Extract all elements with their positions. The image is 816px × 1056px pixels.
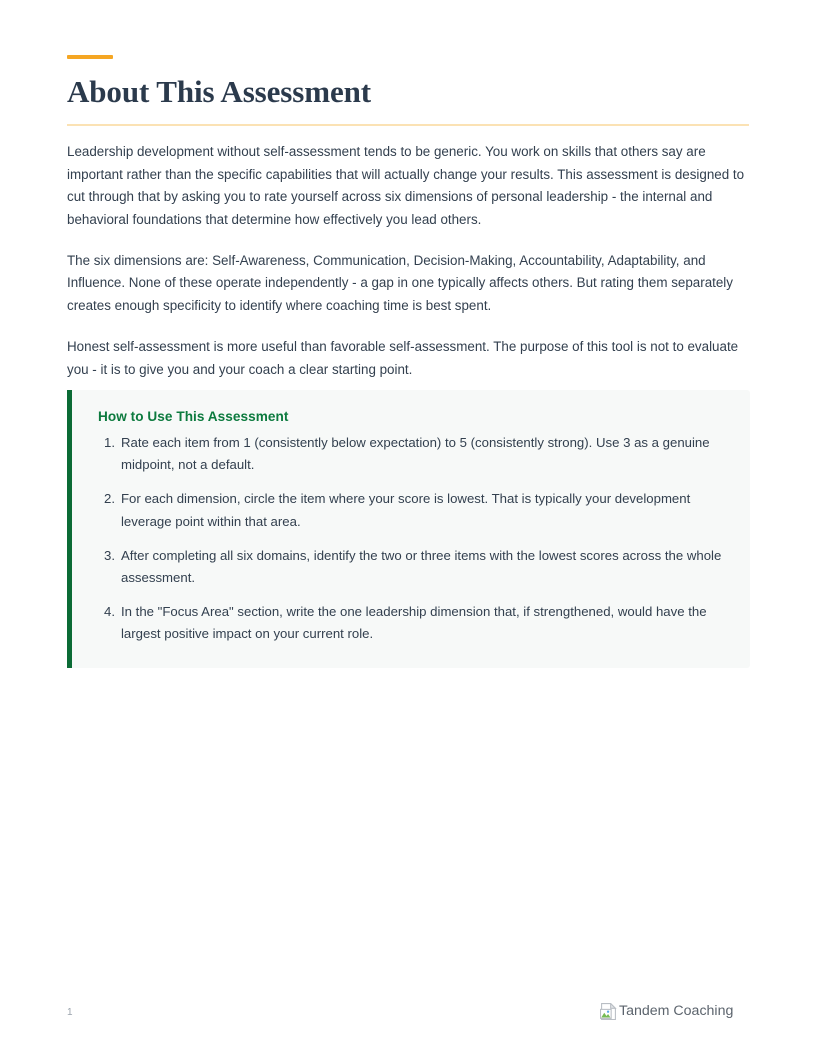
how-to-use-list: [98, 432, 726, 646]
broken-image-icon: [600, 1003, 617, 1020]
title-divider: [67, 124, 749, 126]
footer-logo: [600, 1003, 733, 1020]
page-header: [67, 55, 749, 126]
page-title: About This Assessment: [67, 74, 371, 109]
list-item: After completing all six domains, identify the two or three items with the lowest scores across the whole assessment.: [121, 547, 722, 586]
page-number: 1: [67, 1007, 73, 1018]
body-copy: [67, 141, 749, 381]
callout-title: How to Use This Assessment: [98, 409, 289, 424]
list-item: In the "Focus Area" section, write the one leadership dimension that, if strengthened, would have the largest positive impact on your current role.: [121, 603, 707, 642]
list-item: For each dimension, circle the item where your score is lowest. That is typically your development leverage point within that area.: [121, 491, 691, 529]
page-footer: [67, 1003, 749, 1029]
intro-paragraph-2: The six dimensions are: Self-Awareness, Communication, Decision-Making, Accountability, Adaptability, and Influence. None of these operate independently - a gap in one typically affects others. But rating them separately creates enough specificity to identify where coaching time is best spent.: [67, 252, 733, 314]
footer-logo-alt-text: Tandem Coaching: [619, 1003, 734, 1019]
intro-paragraph-3: Honest self-assessment is more useful than favorable self-assessment. The purpose of this tool is not to evaluate you - it is to give you and your coach a clear starting point.: [67, 339, 739, 377]
intro-paragraph-1: Leadership development without self-assessment tends to be generic. You work on skills that others say are important rather than the specific capabilities that will actually change your results. This assessment is designed to cut through that by asking you to rate yourself across six dimensions of personal leadership - the internal and behavioral foundations that determine how effectively you lead others.: [67, 144, 745, 227]
how-to-use-callout: [67, 390, 750, 668]
list-item: Rate each item from 1 (consistently below expectation) to 5 (consistently strong). Use 3 as a genuine midpoint, not a default.: [121, 435, 710, 473]
accent-rule-icon: [67, 55, 113, 59]
